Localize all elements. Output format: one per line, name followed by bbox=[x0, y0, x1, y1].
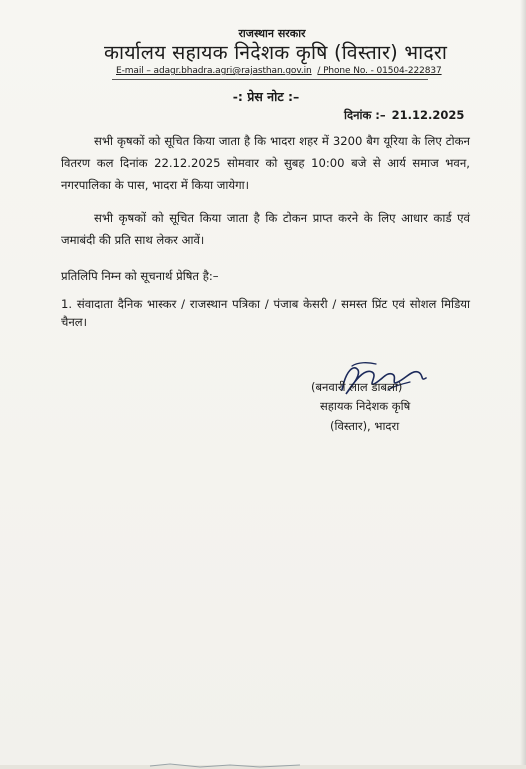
signatory-office: (विस्तार), भादरा bbox=[330, 419, 400, 433]
press-note-title: -: प्रेस नोट :– bbox=[232, 89, 300, 104]
page-edge-shadow bbox=[520, 0, 526, 769]
signatory-name: (बनवारी लाल डाबला) bbox=[311, 380, 403, 394]
notice-date bbox=[344, 108, 464, 123]
copy-recipient-1: 1. संवादाता दैनिक भास्कर / राजस्थान पत्रिका / पंजाब केसरी / समस्त प्रिंट एवं सोशल मिडिया चैनल। bbox=[61, 297, 470, 329]
phone-number: / Phone No. - 01504-222837 bbox=[317, 66, 442, 76]
email-address: E-mail – adagr.bhadra.agri@rajasthan.gov.in bbox=[116, 66, 312, 76]
scan-bottom-edge bbox=[0, 759, 526, 769]
body-paragraph-2: सभी कृषकों को सूचित किया जाता है कि टोकन प्राप्त करने के लिए आधार कार्ड एवं जमाबंदी की प्रति साथ लेकर आवें। bbox=[61, 211, 470, 247]
date-value: 21.12.2025 bbox=[391, 108, 465, 122]
copy-heading: प्रतिलिपि निम्न को सूचनार्थ प्रेषित है:– bbox=[61, 269, 219, 283]
header-divider bbox=[112, 79, 428, 80]
government-heading: राजस्थान सरकार bbox=[238, 27, 306, 40]
date-label: दिनांक :– bbox=[344, 108, 386, 122]
office-heading: कार्यालय सहायक निदेशक कृषि (विस्तार) भादरा bbox=[104, 41, 448, 64]
body-paragraph-1: सभी कृषकों को सूचित किया जाता है कि भादरा शहर में 3200 बैग यूरिया के लिए टोकन वितरण कल दिनांक 22.12.2025 सोमवार को सुबह 10:00 बजे से आर्य समाज भवन, नगरपालिका के पास, भादरा में किया जायेगा। bbox=[61, 134, 470, 192]
contact-line bbox=[116, 66, 442, 76]
signatory-designation: सहायक निदेशक कृषि bbox=[320, 399, 411, 413]
